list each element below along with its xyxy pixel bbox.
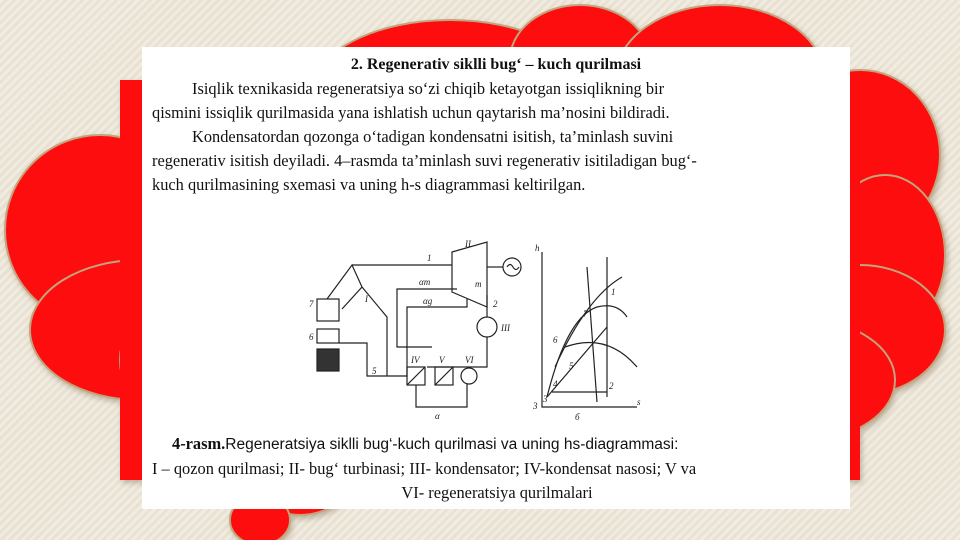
scheme-label: VI — [465, 355, 474, 365]
scheme-label: 2 — [493, 299, 498, 309]
hs-point: 5 — [569, 361, 574, 371]
hs-point: 1 — [611, 287, 616, 297]
turbine-shape — [452, 242, 487, 307]
hs-point: б — [575, 412, 580, 422]
boiler-part-6 — [317, 329, 339, 343]
scheme-label: 6 — [309, 332, 314, 342]
scheme-label: α — [435, 411, 440, 421]
scheme-label: V — [439, 355, 445, 365]
hs-axis-s: s — [637, 397, 641, 407]
scheme-label: 5 — [372, 366, 377, 376]
caption-text: Regeneratsiya siklli bug‘-kuch qurilmasi va uning hs-diagrammasi: — [225, 436, 679, 453]
hs-point: 7 — [583, 309, 588, 319]
boiler-firebox — [317, 349, 339, 371]
scheme-label: III — [501, 323, 510, 333]
scheme-label: αm — [419, 277, 431, 287]
scheme-label: IV — [411, 355, 420, 365]
hs-origin: 3 — [533, 401, 538, 411]
hs-point: 6 — [553, 335, 558, 345]
figure-caption — [152, 432, 842, 505]
paragraph-line: Kondensatordan qozonga o‘tadigan kondensatni isitish, ta’minlash suvini — [192, 127, 674, 146]
caption-legend-line: I – qozon qurilmasi; II- bug‘ turbinasi; III- kondensator; IV-kondensat nasosi; V va — [152, 459, 697, 478]
hs-point: 3 — [543, 394, 548, 404]
hs-axis-h: h — [535, 243, 540, 253]
paragraph-line: regenerativ isitish deyiladi. 4–rasmda ta’minlash suvi regenerativ isitiladigan bug‘- — [152, 151, 697, 170]
hs-point: 2 — [609, 381, 614, 391]
scheme-label: 1 — [427, 253, 432, 263]
condenser-icon — [477, 317, 497, 337]
hs-point: 4 — [553, 379, 558, 389]
section-title: 2. Regenerativ siklli bug‘ – kuch qurilmasi — [350, 56, 642, 73]
scheme-label: m — [475, 279, 482, 289]
boiler-part-7 — [317, 299, 339, 321]
scheme-label: II — [465, 239, 471, 249]
boiler-superheater — [327, 265, 362, 309]
scheme-label: αg — [423, 296, 433, 306]
paragraph-line: kuch qurilmasining sxemasi va uning h-s diagrammasi keltirilgan. — [152, 175, 586, 194]
caption-legend-line: VI- regeneratsiya qurilmalari — [401, 483, 593, 502]
paragraph-line: Isiqlik texnikasida regeneratsiya so‘zi chiqib ketayotgan issiqlikning bir — [192, 79, 665, 98]
caption-label: 4-rasm. — [172, 434, 226, 453]
pump-vi — [461, 368, 477, 384]
scheme-label: I — [365, 294, 368, 304]
document-page — [142, 47, 850, 509]
scheme-label: 7 — [309, 299, 314, 309]
body-paragraph — [152, 77, 842, 197]
paragraph-line: qismini issiqlik qurilmasida yana ishlatish uchun qaytarish ma’nosini bildiradi. — [152, 103, 670, 122]
